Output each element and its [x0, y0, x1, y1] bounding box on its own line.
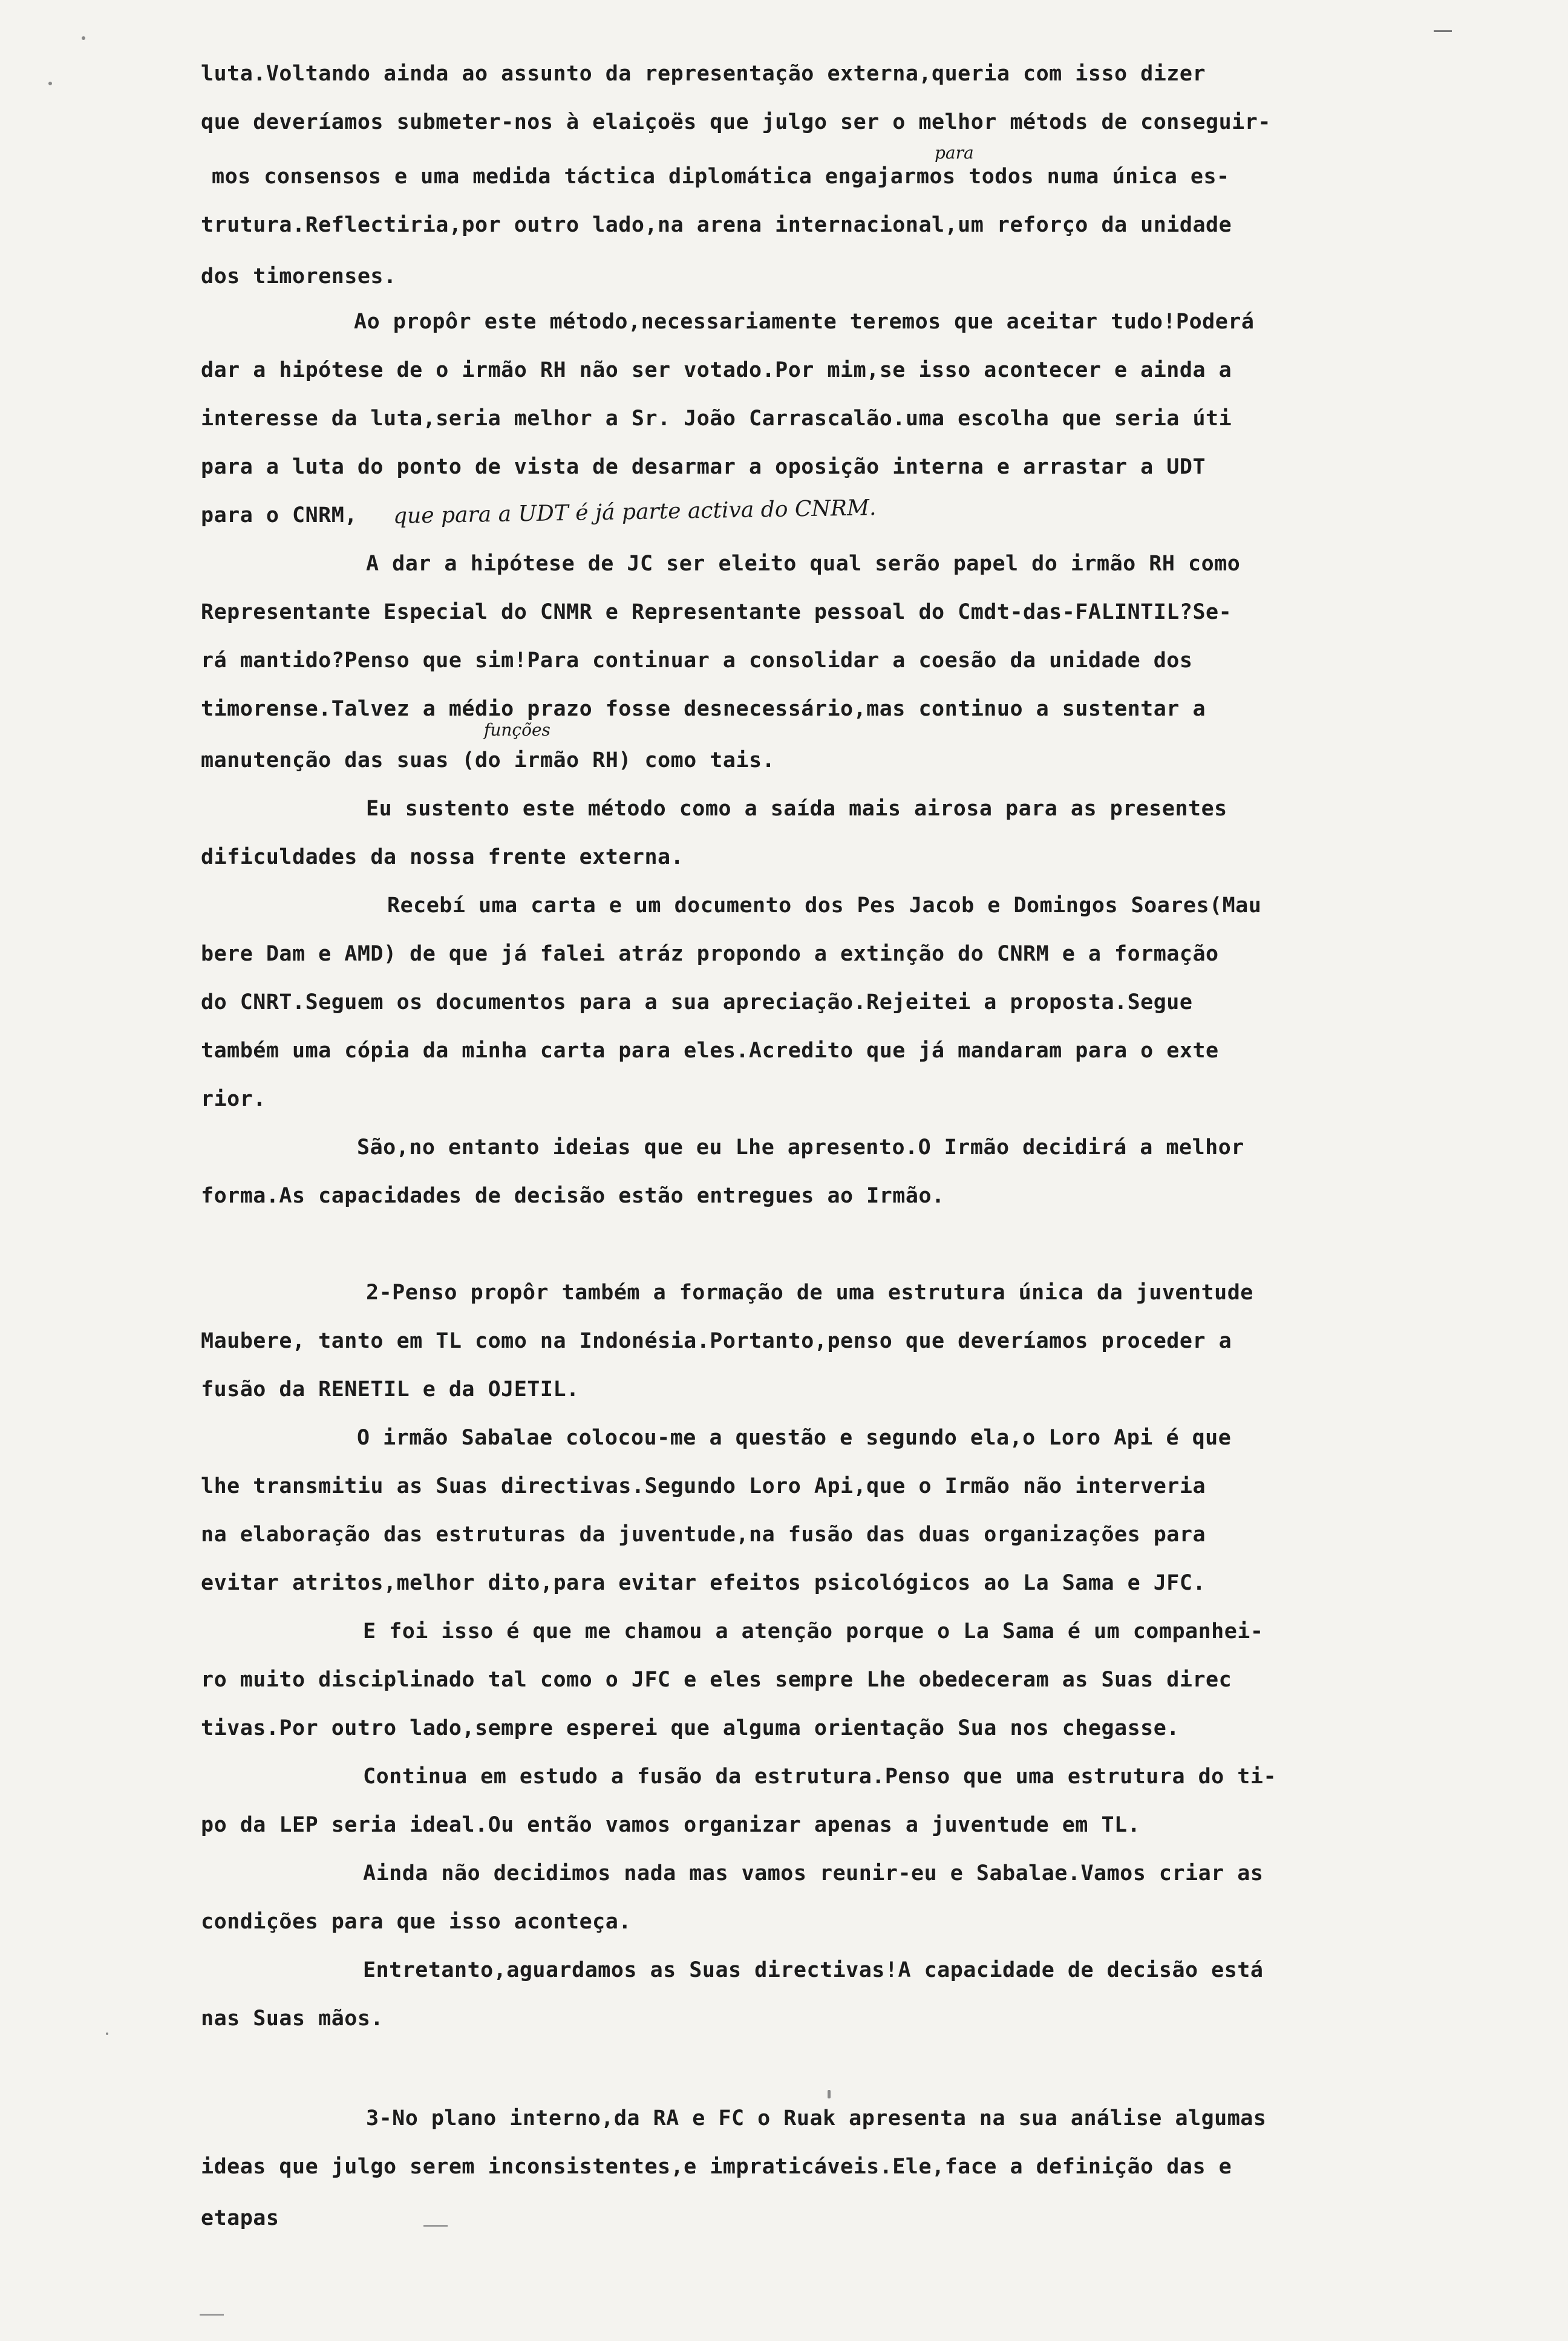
scan-mark — [200, 2314, 224, 2316]
text-line: Eu sustento este método como a saída mais airosa para as presentes — [366, 797, 1227, 821]
text-line: para o CNRM, — [201, 503, 358, 527]
text-line: forma.As capacidades de decisão estão entregues ao Irmão. — [201, 1184, 945, 1208]
text-line: 2-Penso propôr também a formação de uma estrutura única da juventude — [366, 1281, 1253, 1305]
text-line: bere Dam e AMD) de que já falei atráz propondo a extinção do CNRM e a formação — [201, 942, 1219, 966]
text-line: também uma cópia da minha carta para eles.Acredito que já mandaram para o exte — [201, 1039, 1219, 1063]
text-line: fusão da RENETIL e da OJETIL. — [201, 1377, 580, 1402]
text-line: Ao propôr este método,necessariamente teremos que aceitar tudo!Poderá — [354, 310, 1255, 334]
text-line: manutenção das suas (do irmão RH) como tais. — [201, 748, 776, 772]
text-line: para a luta do ponto de vista de desarmar a oposição interna e arrastar a UDT — [201, 455, 1206, 479]
text-line: interesse da luta,seria melhor a Sr. João Carrascalão.uma escolha que seria úti — [201, 406, 1232, 431]
text-line: etapas — [201, 2206, 279, 2230]
handwritten-note-cnrm: que para a UDT é já parte activa do CNRM. — [393, 495, 877, 529]
text-line: ideas que julgo serem inconsistentes,e impraticáveis.Ele,face a definição das e — [201, 2155, 1232, 2179]
text-line: E foi isso é que me chamou a atenção porque o La Sama é um companhei- — [363, 1619, 1264, 1644]
text-line: ro muito disciplinado tal como o JFC e eles sempre Lhe obedeceram as Suas direc — [201, 1668, 1232, 1692]
text-line: Ainda não decidimos nada mas vamos reunir-eu e Sabalae.Vamos criar as — [363, 1861, 1264, 1886]
handwritten-insert-para: para — [935, 143, 974, 163]
text-line: luta.Voltando ainda ao assunto da representação externa,queria com isso dizer — [201, 62, 1206, 86]
scan-speck — [106, 2032, 108, 2035]
scan-mark — [1434, 30, 1452, 32]
text-line: dificuldades da nossa frente externa. — [201, 845, 684, 869]
text-line: do CNRT.Seguem os documentos para a sua apreciação.Rejeitei a proposta.Segue — [201, 990, 1193, 1014]
text-line: 3-No plano interno,da RA e FC o Ruak apresenta na sua análise algumas — [366, 2106, 1267, 2130]
text-line: Maubere, tanto em TL como na Indonésia.Portanto,penso que deveríamos proceder a — [201, 1329, 1232, 1353]
text-line: O irmão Sabalae colocou-me a questão e segundo ela,o Loro Api é que — [357, 1426, 1232, 1450]
text-line: nas Suas mãos. — [201, 2006, 384, 2031]
text-line: mos consensos e uma medida táctica diplomática engajarmos todos numa única es- — [212, 165, 1230, 189]
text-line: po da LEP seria ideal.Ou então vamos organizar apenas a juventude em TL. — [201, 1813, 1141, 1837]
text-line: dar a hipótese de o irmão RH não ser votado.Por mim,se isso acontecer e ainda a — [201, 358, 1232, 382]
text-line: Recebí uma carta e um documento dos Pes Jacob e Domingos Soares(Mau — [387, 893, 1262, 918]
text-line: Entretanto,aguardamos as Suas directivas!A capacidade de decisão está — [363, 1958, 1264, 1982]
text-line: que deveríamos submeter-nos à elaiçoës que julgo ser o melhor métods de conseguir- — [201, 110, 1271, 134]
text-line: São,no entanto ideias que eu Lhe apresento.O Irmão decidirá a melhor — [357, 1135, 1244, 1160]
text-line: trutura.Reflectiria,por outro lado,na arena internacional,um reforço da unidade — [201, 213, 1232, 237]
text-line: lhe transmitiu as Suas directivas.Segundo Loro Api,que o Irmão não interveria — [201, 1474, 1206, 1498]
text-line: condições para que isso aconteça. — [201, 1910, 632, 1934]
text-line: Representante Especial do CNMR e Representante pessoal do Cmdt-das-FALINTIL?Se- — [201, 600, 1232, 624]
text-line: rior. — [201, 1087, 266, 1111]
handwritten-insert-funcoes: funções — [484, 720, 550, 740]
scan-mark — [423, 2225, 448, 2227]
text-line: timorense.Talvez a médio prazo fosse desnecessário,mas continuo a sustentar a — [201, 697, 1206, 721]
scan-speck — [82, 36, 85, 40]
text-line: dos timorenses. — [201, 264, 397, 289]
text-line: Continua em estudo a fusão da estrutura.Penso que uma estrutura do ti- — [363, 1765, 1277, 1789]
text-line: tivas.Por outro lado,sempre esperei que alguma orientação Sua nos chegasse. — [201, 1716, 1180, 1740]
text-line: na elaboração das estruturas da juventude,na fusão das duas organizações para — [201, 1523, 1206, 1547]
scan-speck — [828, 2090, 831, 2098]
scan-speck — [48, 82, 52, 85]
text-line: A dar a hipótese de JC ser eleito qual serão papel do irmão RH como — [366, 552, 1241, 576]
text-line: rá mantido?Penso que sim!Para continuar a consolidar a coesão da unidade dos — [201, 648, 1193, 673]
text-line: evitar atritos,melhor dito,para evitar efeitos psicológicos ao La Sama e JFC. — [201, 1571, 1206, 1595]
